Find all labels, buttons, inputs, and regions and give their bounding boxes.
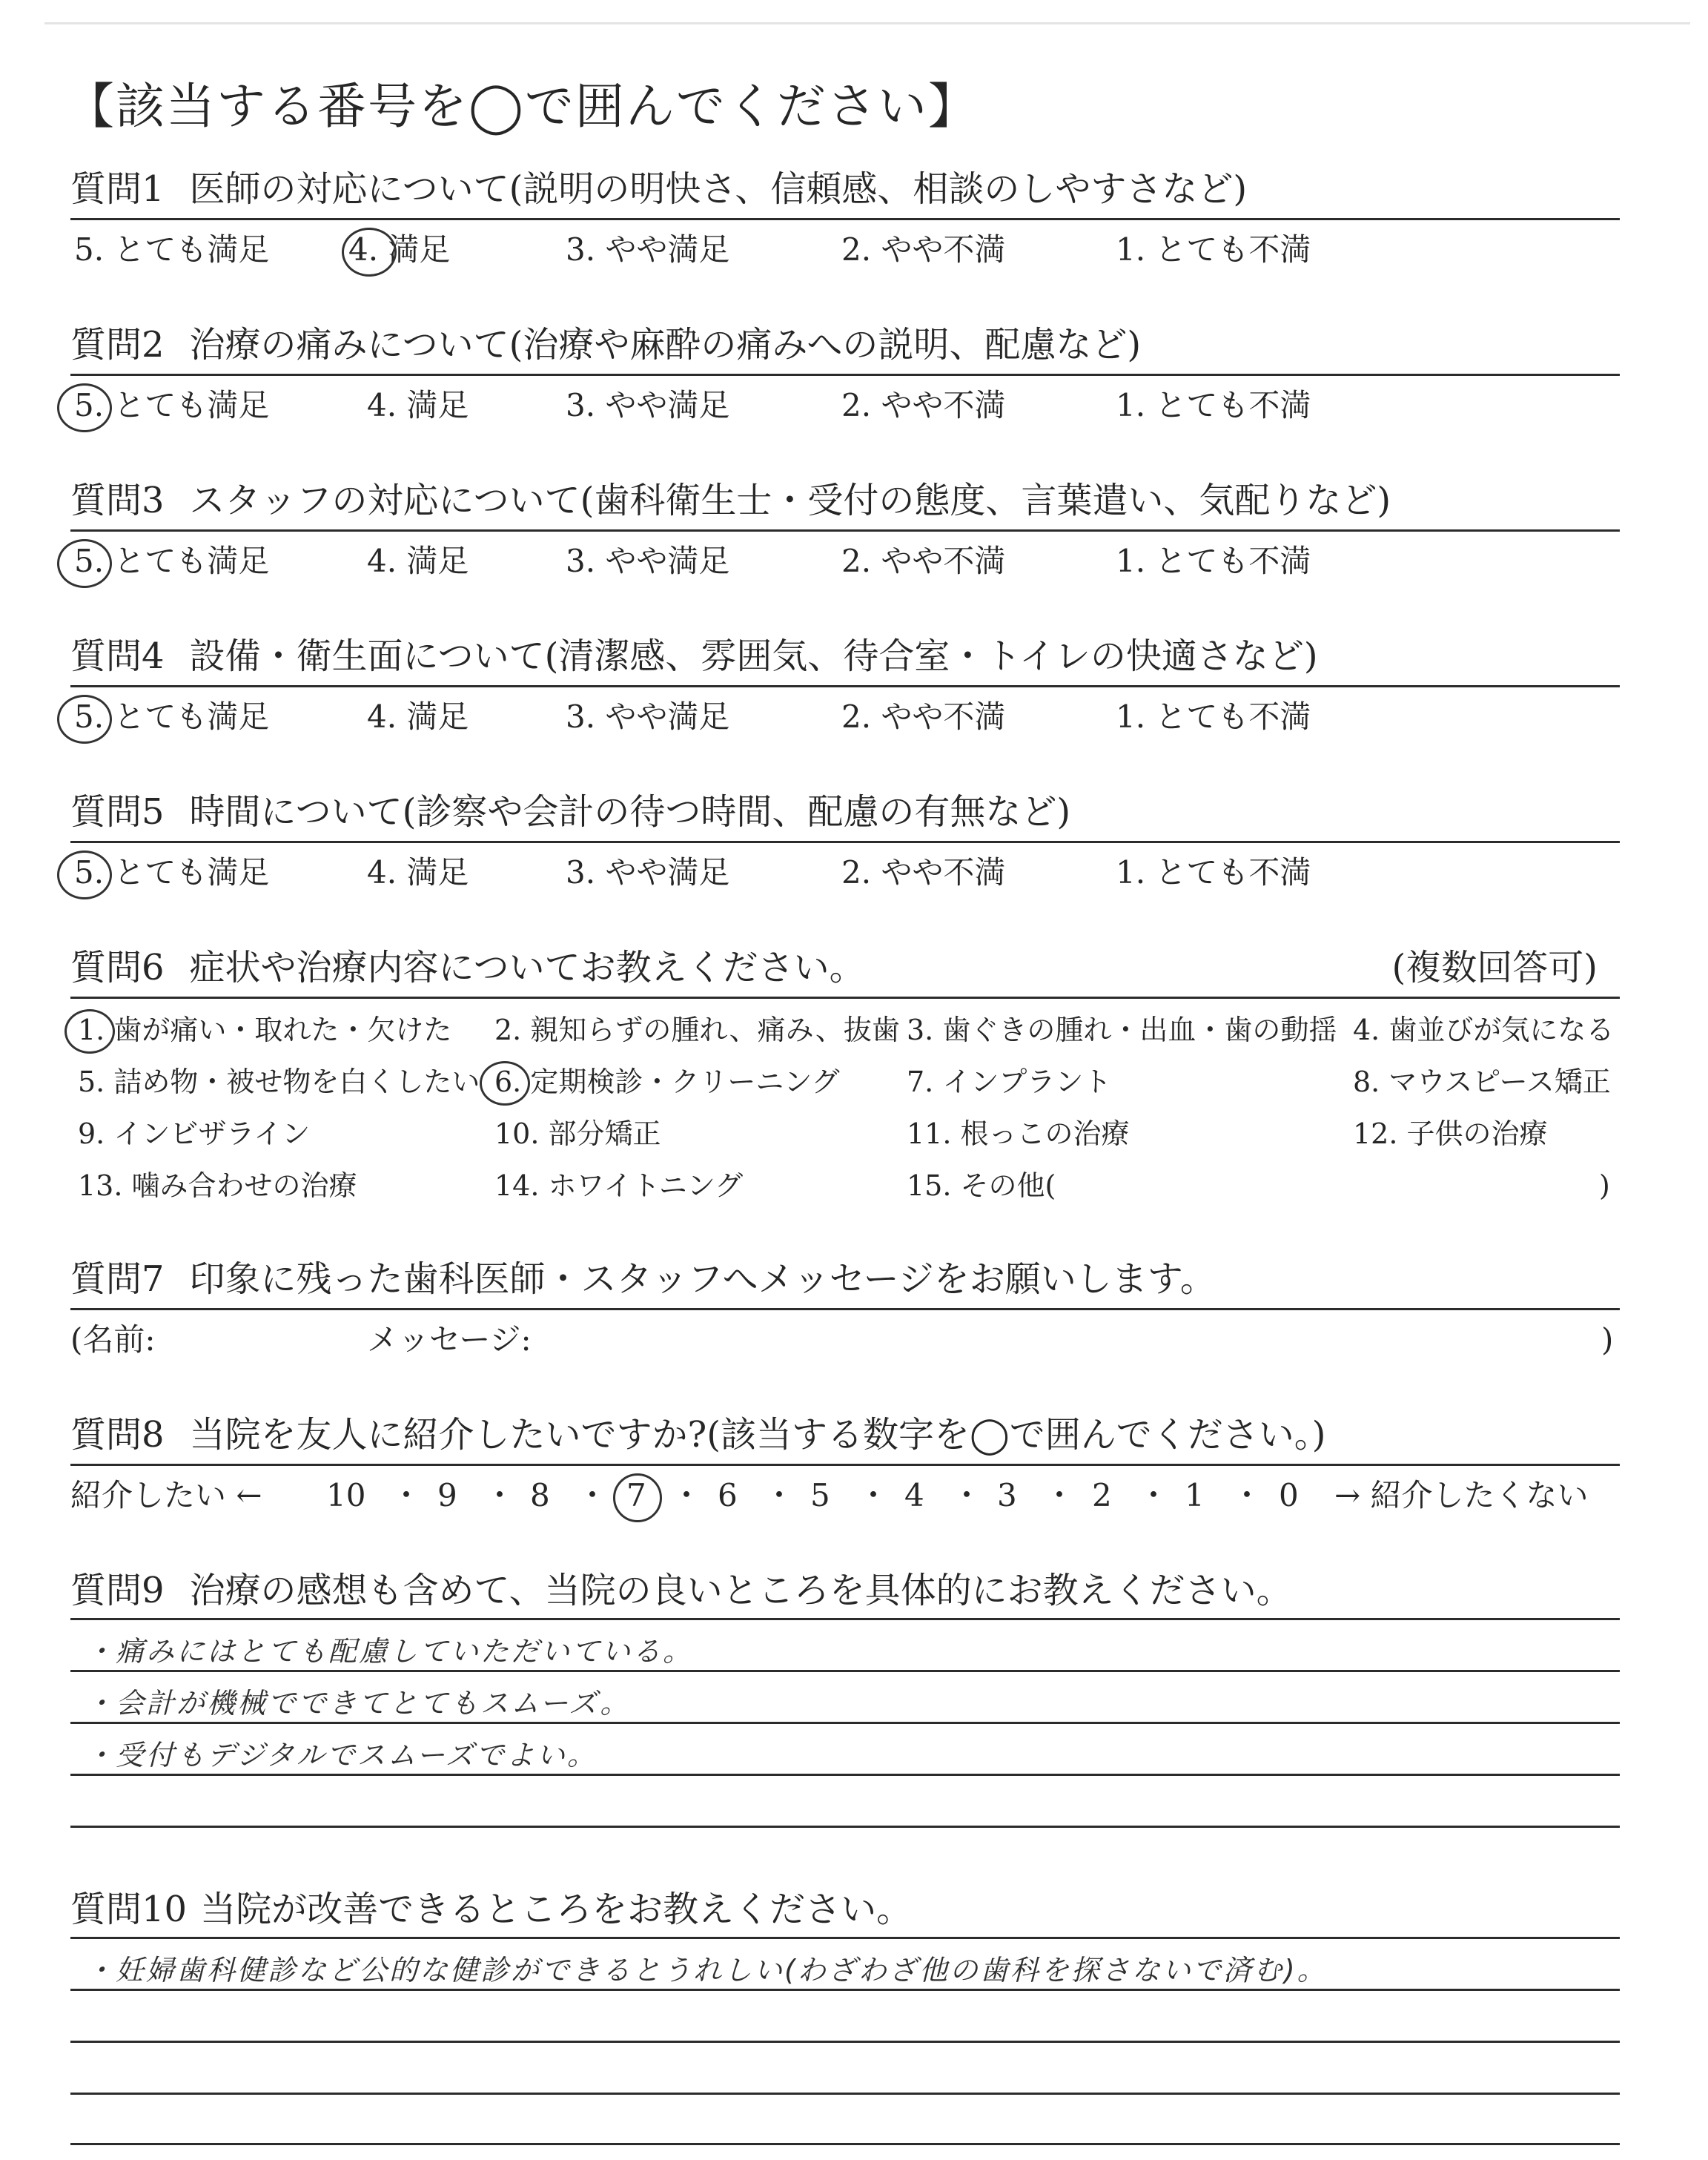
question-3-options (70, 539, 1620, 587)
q6-option-4[interactable]: 4. 歯並びが気になる (1353, 1014, 1615, 1046)
option-2[interactable]: 2. やや不満 (841, 387, 1006, 423)
question-9-title (70, 1565, 1620, 1616)
question-5-number: 質問5 (70, 791, 165, 833)
top-border (44, 22, 1690, 24)
separator-dot: ・ (1231, 1477, 1263, 1513)
score-0[interactable]: 0 (1279, 1477, 1299, 1513)
separator-dot: ・ (1044, 1477, 1076, 1513)
option-4[interactable]: 4. 満足 (367, 387, 469, 423)
question-4-title (70, 630, 1620, 682)
option-1[interactable]: 1. とても不満 (1116, 543, 1311, 579)
question-2-options (70, 383, 1620, 431)
divider-line (70, 218, 1620, 220)
option-3[interactable]: 3. やや満足 (566, 854, 730, 891)
option-5[interactable]: 5. とても満足 (74, 854, 270, 891)
option-4[interactable]: 4. 満足 (348, 231, 451, 268)
writing-line (70, 1774, 1620, 1776)
q6-option-6[interactable]: 6. 定期検診・クリーニング (494, 1066, 840, 1098)
divider-line (70, 997, 1620, 999)
question-4 (70, 630, 1620, 742)
writing-line (70, 2041, 1620, 2043)
writing-line (70, 2093, 1620, 2095)
question-4-options (70, 695, 1620, 742)
option-2[interactable]: 2. やや不満 (841, 698, 1006, 735)
score-2[interactable]: 2 (1092, 1477, 1112, 1513)
question-9-number: 質問9 (70, 1570, 165, 1611)
question-6-title (70, 942, 1620, 994)
option-4[interactable]: 4. 満足 (367, 543, 469, 579)
q6-option-9[interactable]: 9. インビザライン (78, 1117, 311, 1150)
writing-line (70, 2143, 1620, 2145)
option-5[interactable]: 5. とても満足 (74, 231, 270, 268)
selection-circle (57, 539, 112, 588)
divider-line (70, 685, 1620, 687)
writing-line (70, 1722, 1620, 1724)
question-2-number: 質問2 (70, 324, 165, 366)
recommend-scale (70, 1473, 1620, 1521)
separator-dot: ・ (1138, 1477, 1170, 1513)
question-7-fields (70, 1318, 1620, 1365)
separator-dot: ・ (951, 1477, 983, 1513)
recommend-right-label: → 紹介したくない (1334, 1477, 1589, 1513)
option-1[interactable]: 1. とても不満 (1116, 387, 1311, 423)
q6-option-13[interactable]: 13. 噛み合わせの治療 (78, 1169, 357, 1202)
option-4[interactable]: 4. 満足 (367, 698, 469, 735)
question-2 (70, 319, 1620, 431)
option-3[interactable]: 3. やや満足 (566, 387, 730, 423)
score-8[interactable]: 8 (530, 1477, 550, 1513)
option-2[interactable]: 2. やや不満 (841, 231, 1006, 268)
message-label: メッセージ: (367, 1321, 532, 1358)
question-3 (70, 475, 1620, 587)
question-7-text: 印象に残った歯科医師・スタッフへメッセージをお願いします。 (189, 1258, 1216, 1300)
q6-option-10[interactable]: 10. 部分矯正 (494, 1117, 661, 1150)
question-1 (70, 163, 1620, 275)
divider-line (70, 1308, 1620, 1310)
separator-dot: ・ (577, 1477, 609, 1513)
option-5[interactable]: 5. とても満足 (74, 698, 270, 735)
question-2-title (70, 319, 1620, 371)
question-3-title (70, 475, 1620, 526)
selection-circle (57, 851, 112, 899)
selection-circle (57, 383, 112, 432)
question-8-number: 質問8 (70, 1414, 165, 1456)
question-6-number: 質問6 (70, 947, 165, 988)
option-1[interactable]: 1. とても不満 (1116, 854, 1311, 891)
handwritten-answer-1: ・痛みにはとても配慮していただいている。 (85, 1635, 694, 1668)
option-2[interactable]: 2. やや不満 (841, 854, 1006, 891)
selection-circle (613, 1473, 662, 1522)
option-5[interactable]: 5. とても満足 (74, 543, 270, 579)
question-9-text: 治療の感想も含めて、当院の良いところを具体的にお教えください。 (189, 1570, 1292, 1611)
q6-option-7[interactable]: 7. インプラント (907, 1066, 1112, 1098)
question-6-text: 症状や治療内容についてお教えください。 (189, 947, 865, 988)
recommend-left-label: 紹介したい ← (70, 1477, 262, 1513)
question-1-number: 質問1 (70, 168, 165, 210)
question-7 (70, 1253, 1620, 1365)
question-5-title (70, 786, 1620, 838)
divider-line (70, 841, 1620, 843)
q6-other-close: ) (1599, 1169, 1610, 1202)
question-9 (70, 1565, 1620, 1846)
question-10-number: 質問10 (70, 1889, 188, 1930)
question-5-text: 時間について(診察や会計の待つ時間、配慮の有無など) (189, 791, 1071, 833)
writing-line (70, 1618, 1620, 1620)
writing-line (70, 1826, 1620, 1828)
question-1-title (70, 163, 1620, 215)
question-6 (70, 942, 1620, 1232)
instruction-heading: 【該当する番号を◯で囲んでください】 (65, 78, 979, 135)
handwritten-improvement-1: ・妊婦歯科健診など公的な健診ができるとうれしい(わざわざ他の歯科を探さないで済む)。 (85, 1954, 1328, 1986)
question-4-number: 質問4 (70, 635, 165, 677)
selection-circle (64, 1009, 115, 1054)
question-2-text: 治療の痛みについて(治療や麻酔の痛みへの説明、配慮など) (189, 324, 1142, 366)
q6-option-5[interactable]: 5. 詰め物・被せ物を白くしたい (78, 1066, 480, 1098)
q6-option-3[interactable]: 3. 歯ぐきの腫れ・出血・歯の動揺 (907, 1014, 1337, 1046)
option-1[interactable]: 1. とても不満 (1116, 231, 1311, 268)
q6-option-11[interactable]: 11. 根っこの治療 (907, 1117, 1130, 1150)
score-7[interactable]: 7 (626, 1477, 646, 1513)
writing-line (70, 1989, 1620, 1991)
score-10[interactable]: 10 (326, 1477, 366, 1513)
separator-dot: ・ (484, 1477, 516, 1513)
question-1-options (70, 228, 1620, 275)
score-4[interactable]: 4 (904, 1477, 924, 1513)
question-6-options (70, 1009, 1620, 1232)
score-9[interactable]: 9 (437, 1477, 457, 1513)
option-3[interactable]: 3. やや満足 (566, 231, 730, 268)
separator-dot: ・ (391, 1477, 423, 1513)
question-1-text: 医師の対応について(説明の明快さ、信頼感、相談のしやすさなど) (189, 168, 1248, 210)
divider-line (70, 374, 1620, 376)
question-7-title (70, 1253, 1620, 1305)
question-8-title (70, 1409, 1620, 1461)
writing-line (70, 1670, 1620, 1672)
separator-dot: ・ (858, 1477, 890, 1513)
q6-option-2[interactable]: 2. 親知らずの腫れ、痛み、抜歯 (494, 1014, 900, 1046)
separator-dot: ・ (764, 1477, 795, 1513)
selection-circle (342, 228, 397, 277)
question-10-text: 当院が改善できるところをお教えください。 (200, 1889, 913, 1930)
option-4[interactable]: 4. 満足 (367, 854, 469, 891)
divider-line (70, 1464, 1620, 1466)
handwritten-answer-2: ・会計が機械でできてとてもスムーズ。 (85, 1687, 631, 1720)
question-3-number: 質問3 (70, 480, 165, 521)
q6-option-8[interactable]: 8. マウスピース矯正 (1353, 1066, 1611, 1098)
handwritten-answer-3: ・受付もデジタルでスムーズでよい。 (85, 1739, 598, 1771)
q6-option-1[interactable]: 1. 歯が痛い・取れた・欠けた (78, 1014, 452, 1046)
name-label: (名前: (70, 1321, 156, 1358)
score-3[interactable]: 3 (997, 1477, 1017, 1513)
question-7-number: 質問7 (70, 1258, 165, 1300)
divider-line (70, 529, 1620, 532)
question-4-text: 設備・衛生面について(清潔感、雰囲気、待合室・トイレの快適さなど) (189, 635, 1318, 677)
question-5-options (70, 851, 1620, 898)
multiple-answer-note: (複数回答可) (1391, 947, 1598, 988)
question-8-text: 当院を友人に紹介したいですか?(該当する数字を◯で囲んでください。) (189, 1414, 1326, 1456)
separator-dot: ・ (671, 1477, 703, 1513)
q6-option-12[interactable]: 12. 子供の治療 (1353, 1117, 1548, 1150)
selection-circle (57, 695, 112, 744)
option-2[interactable]: 2. やや不満 (841, 543, 1006, 579)
option-1[interactable]: 1. とても不満 (1116, 698, 1311, 735)
question-8 (70, 1409, 1620, 1521)
question-10 (70, 1883, 1620, 2150)
question-3-text: スタッフの対応について(歯科衛生士・受付の態度、言葉遣い、気配りなど) (189, 480, 1391, 521)
score-1[interactable]: 1 (1185, 1477, 1205, 1513)
question-5 (70, 786, 1620, 898)
q6-option-14[interactable]: 14. ホワイトニング (494, 1169, 744, 1202)
option-3[interactable]: 3. やや満足 (566, 543, 730, 579)
selection-circle (480, 1061, 530, 1106)
writing-line (70, 1937, 1620, 1939)
q7-close: ) (1601, 1321, 1614, 1358)
option-5[interactable]: 5. とても満足 (74, 387, 270, 423)
q6-option-15[interactable]: 15. その他( (907, 1169, 1056, 1202)
question-10-title (70, 1883, 1620, 1935)
score-6[interactable]: 6 (718, 1477, 738, 1513)
option-3[interactable]: 3. やや満足 (566, 698, 730, 735)
score-5[interactable]: 5 (810, 1477, 830, 1513)
